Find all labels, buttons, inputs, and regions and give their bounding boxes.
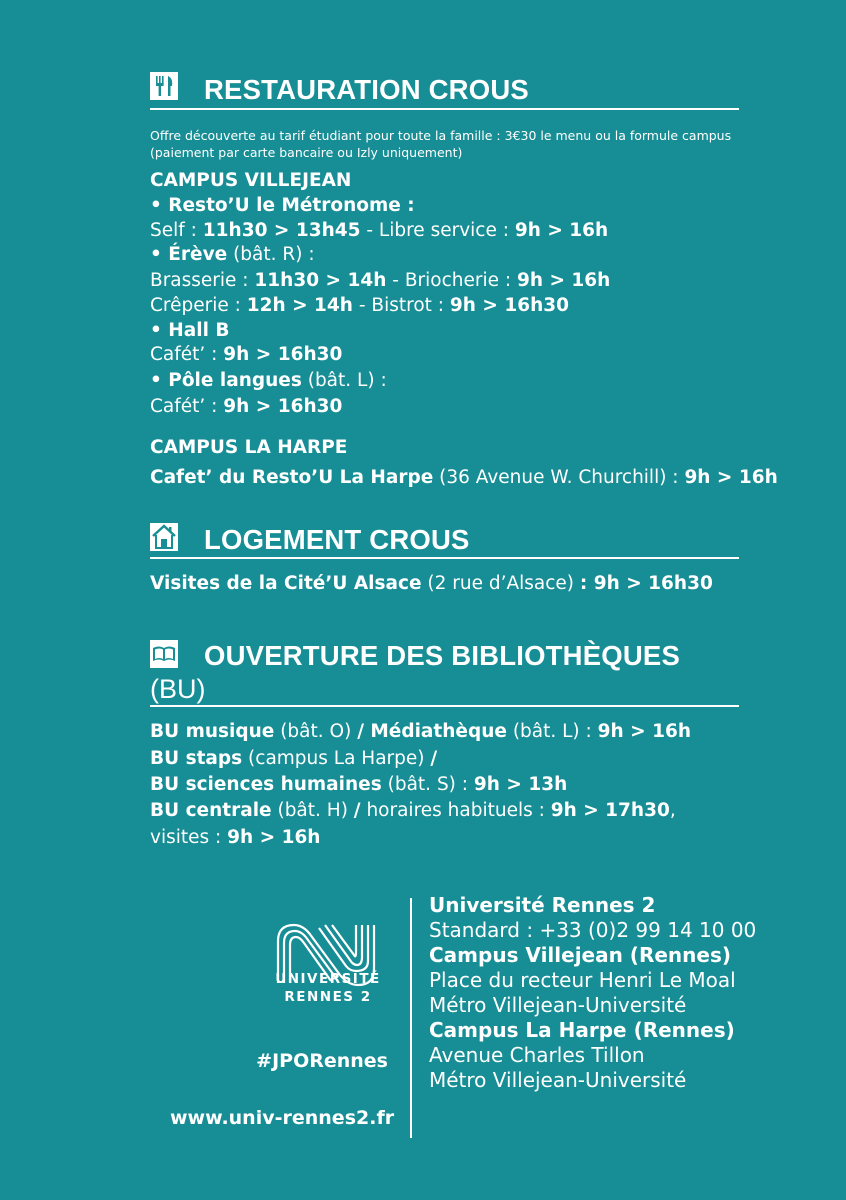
offer-line-1: Offre découverte au tarif étudiant pour toute la famille : 3€30 le menu ou la formule campus	[150, 128, 732, 143]
logement-header	[150, 520, 739, 559]
harpe-line: Cafet’ du Resto’U La Harpe (36 Avenue W. Churchill) : 9h > 16h	[150, 467, 778, 488]
contact-villejean-address: Place du recteur Henri Le Moal	[429, 968, 736, 992]
bu-staps-line: BU staps (campus La Harpe) /	[150, 748, 438, 769]
logo-text-rennes2: RENNES 2	[284, 989, 372, 1005]
footer-divider	[410, 898, 412, 1138]
bibliotheques-title-2: (BU)	[150, 674, 206, 704]
contact-standard: Standard : +33 (0)2 99 14 10 00	[429, 918, 757, 942]
contact-university: Université Rennes 2	[429, 893, 656, 917]
alsace-line: Visites de la Cité’U Alsace (2 rue d’Alsace) : 9h > 16h30	[150, 573, 713, 594]
contact-harpe-address: Avenue Charles Tillon	[429, 1043, 645, 1067]
ereve-line: • Érève (bât. R) :	[150, 244, 315, 265]
bibliotheques-title: OUVERTURE DES BIBLIOTHÈQUES	[204, 640, 681, 671]
bu-centrale-line: BU centrale (bât. H) / horaires habituels : 9h > 17h30,	[150, 800, 676, 821]
restauration-header	[150, 70, 739, 110]
creperie-line: Crêperie : 12h > 14h - Bistrot : 9h > 16h30	[150, 295, 569, 316]
bu-sciences-humaines-line: BU sciences humaines (bât. S) : 9h > 13h	[150, 774, 568, 795]
pole-langues-line: • Pôle langues (bât. L) :	[150, 370, 387, 391]
metronome-line: • Resto’U le Métronome :	[150, 195, 415, 216]
contact-harpe-heading: Campus La Harpe (Rennes)	[429, 1018, 735, 1042]
contact-villejean-heading: Campus Villejean (Rennes)	[429, 943, 732, 967]
hashtag: #JPORennes	[256, 1050, 388, 1072]
logement-title: LOGEMENT CROUS	[204, 524, 470, 555]
visites-line: visites : 9h > 16h	[150, 827, 321, 848]
villejean-heading: CAMPUS VILLEJEAN	[150, 170, 352, 191]
bibliotheques-header	[150, 636, 739, 707]
cutlery-icon	[150, 72, 178, 100]
contact-harpe-metro: Métro Villejean-Université	[429, 1068, 687, 1092]
offer-line-2: (paiement par carte bancaire ou Izly uniquement)	[150, 145, 463, 160]
cafet2-line: Cafét’ : 9h > 16h30	[150, 396, 343, 417]
bu-musique-line: BU musique (bât. O) / Médiathèque (bât. L) : 9h > 16h	[150, 721, 691, 742]
harpe-heading: CAMPUS LA HARPE	[150, 437, 348, 458]
self-line: Self : 11h30 > 13h45 - Libre service : 9h > 16h	[150, 220, 609, 241]
restauration-title: RESTAURATION CROUS	[204, 74, 529, 105]
house-icon	[150, 523, 178, 551]
logo-text-universite: UNIVERSITÉ	[275, 971, 381, 987]
brasserie-line: Brasserie : 11h30 > 14h - Briocherie : 9h > 16h	[150, 270, 611, 291]
book-icon	[150, 640, 178, 668]
hallb-line: • Hall B	[150, 320, 230, 341]
contact-villejean-metro: Métro Villejean-Université	[429, 993, 687, 1017]
cafet1-line: Cafét’ : 9h > 16h30	[150, 344, 343, 365]
website-link[interactable]: www.univ-rennes2.fr	[170, 1107, 395, 1129]
